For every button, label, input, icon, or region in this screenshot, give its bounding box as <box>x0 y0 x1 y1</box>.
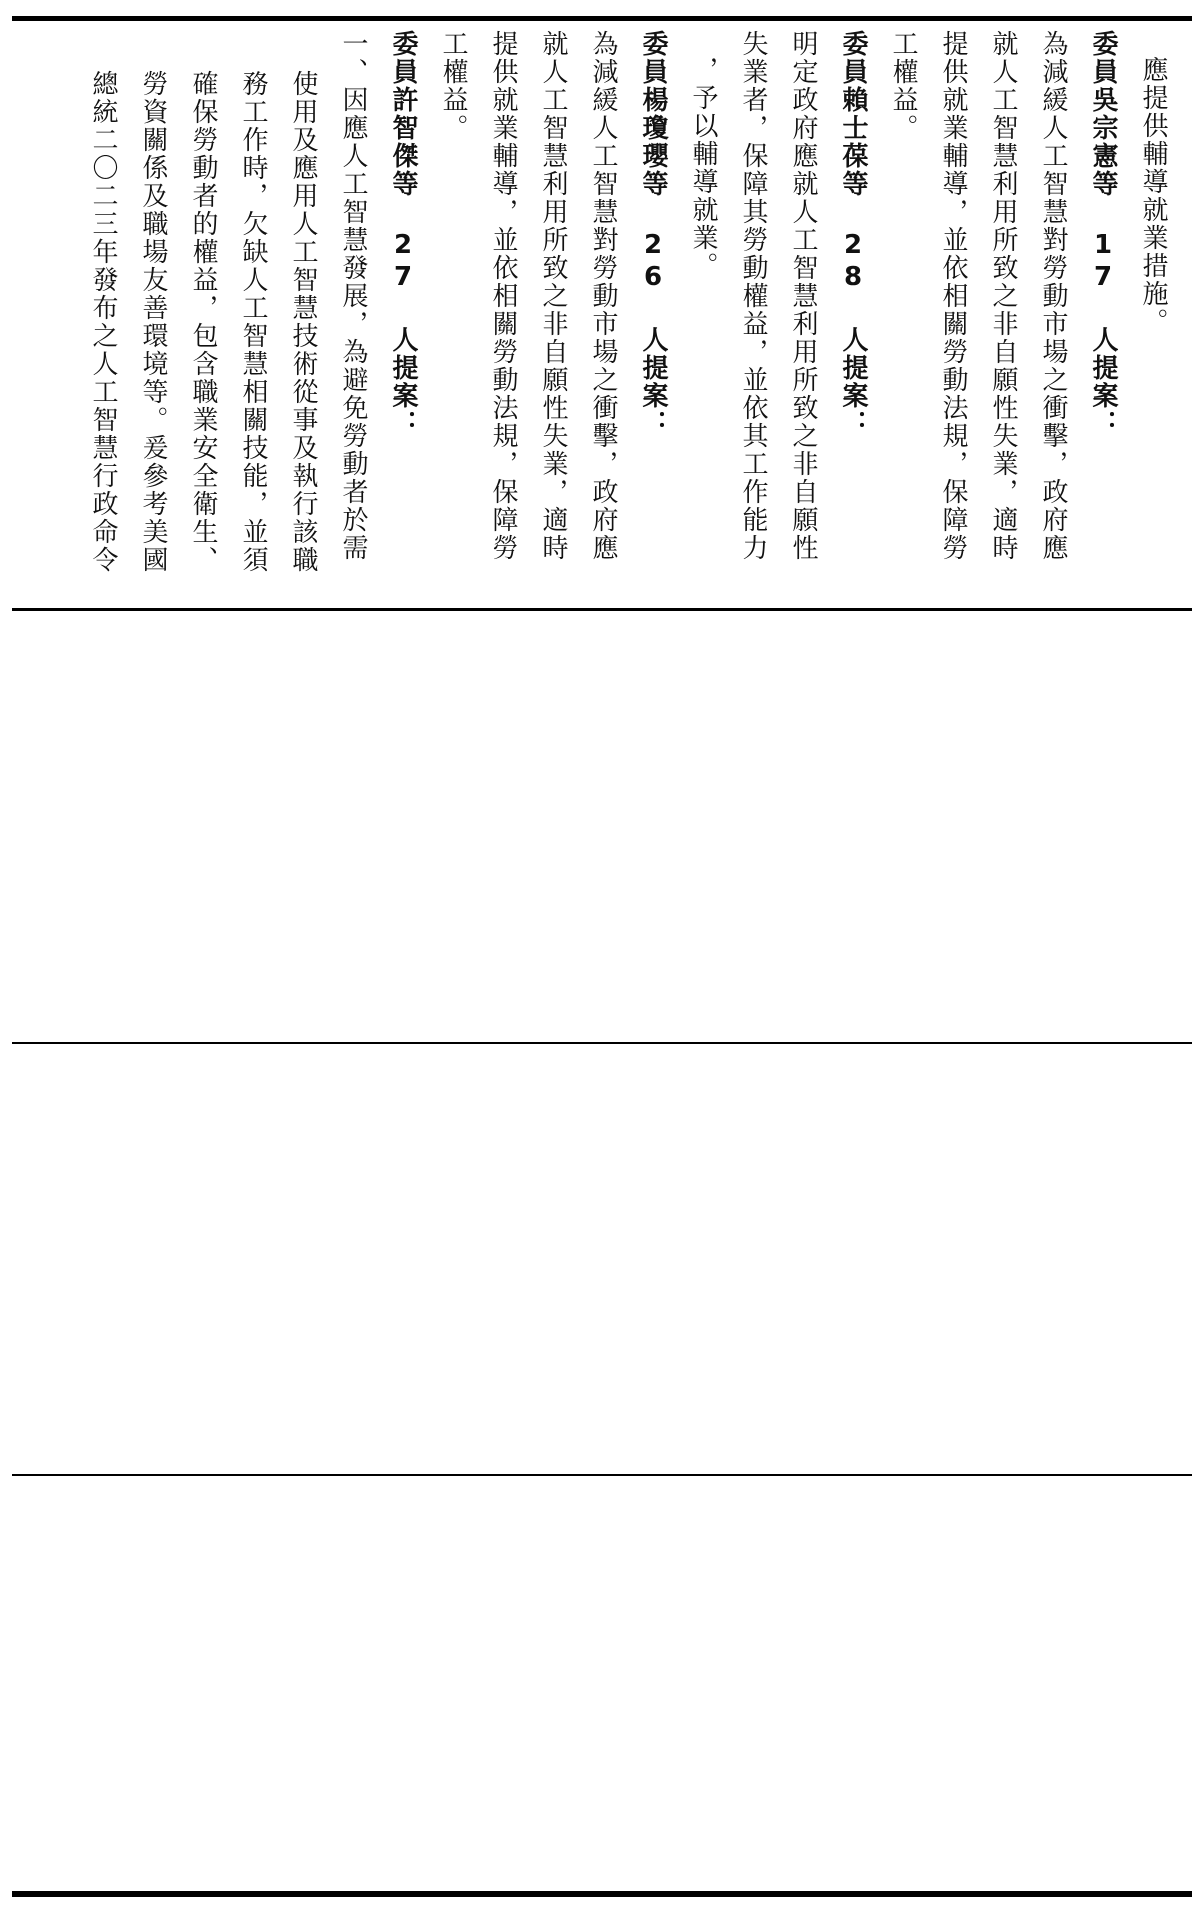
text-line: 失業者，保障其勞動權益，並依其工作能力 <box>738 30 768 562</box>
text-line: 確保勞動者的權益，包含職業安全衛生、 <box>188 70 218 574</box>
proposal-heading: 委員楊瓊瓔等 26 人提案： <box>638 30 668 438</box>
text-line: ，予以輔導就業。 <box>688 56 718 280</box>
text-line: 為減緩人工智慧對勞動市場之衝擊，政府應 <box>1038 30 1068 562</box>
text-line: 總統二〇二三年發布之人工智慧行政命令 <box>88 70 118 574</box>
section-divider <box>12 608 1192 611</box>
proposal-heading: 委員賴士葆等 28 人提案： <box>838 30 868 438</box>
text-line: 就人工智慧利用所致之非自願性失業，適時 <box>538 30 568 562</box>
section-divider <box>12 1474 1192 1476</box>
top-rule <box>12 16 1192 21</box>
proposal-heading: 委員許智傑等 27 人提案： <box>388 30 418 438</box>
text-line: 提供就業輔導，並依相關勞動法規，保障勞 <box>938 30 968 562</box>
text-line: 為減緩人工智慧對勞動市場之衝擊，政府應 <box>588 30 618 562</box>
text-line: 應提供輔導就業措施。 <box>1138 56 1168 336</box>
list-item-first-line: 一、因應人工智慧發展，為避免勞動者於需 <box>338 30 368 562</box>
text-line: 就人工智慧利用所致之非自願性失業，適時 <box>988 30 1018 562</box>
text-line: 明定政府應就人工智慧利用所致之非自願性 <box>788 30 818 562</box>
text-line: 務工作時，欠缺人工智慧相關技能，並須 <box>238 70 268 574</box>
text-line: 提供就業輔導，並依相關勞動法規，保障勞 <box>488 30 518 562</box>
proposal-heading: 委員吳宗憲等 17 人提案： <box>1088 30 1118 438</box>
vertical-text-column <box>78 30 1178 600</box>
text-line: 工權益。 <box>888 30 918 142</box>
text-line: 勞資關係及職場友善環境等。爰參考美國 <box>138 70 168 574</box>
text-line: 使用及應用人工智慧技術從事及執行該職 <box>288 70 318 574</box>
section-divider <box>12 1042 1192 1044</box>
text-line: 工權益。 <box>438 30 468 142</box>
bottom-rule <box>12 1891 1192 1897</box>
